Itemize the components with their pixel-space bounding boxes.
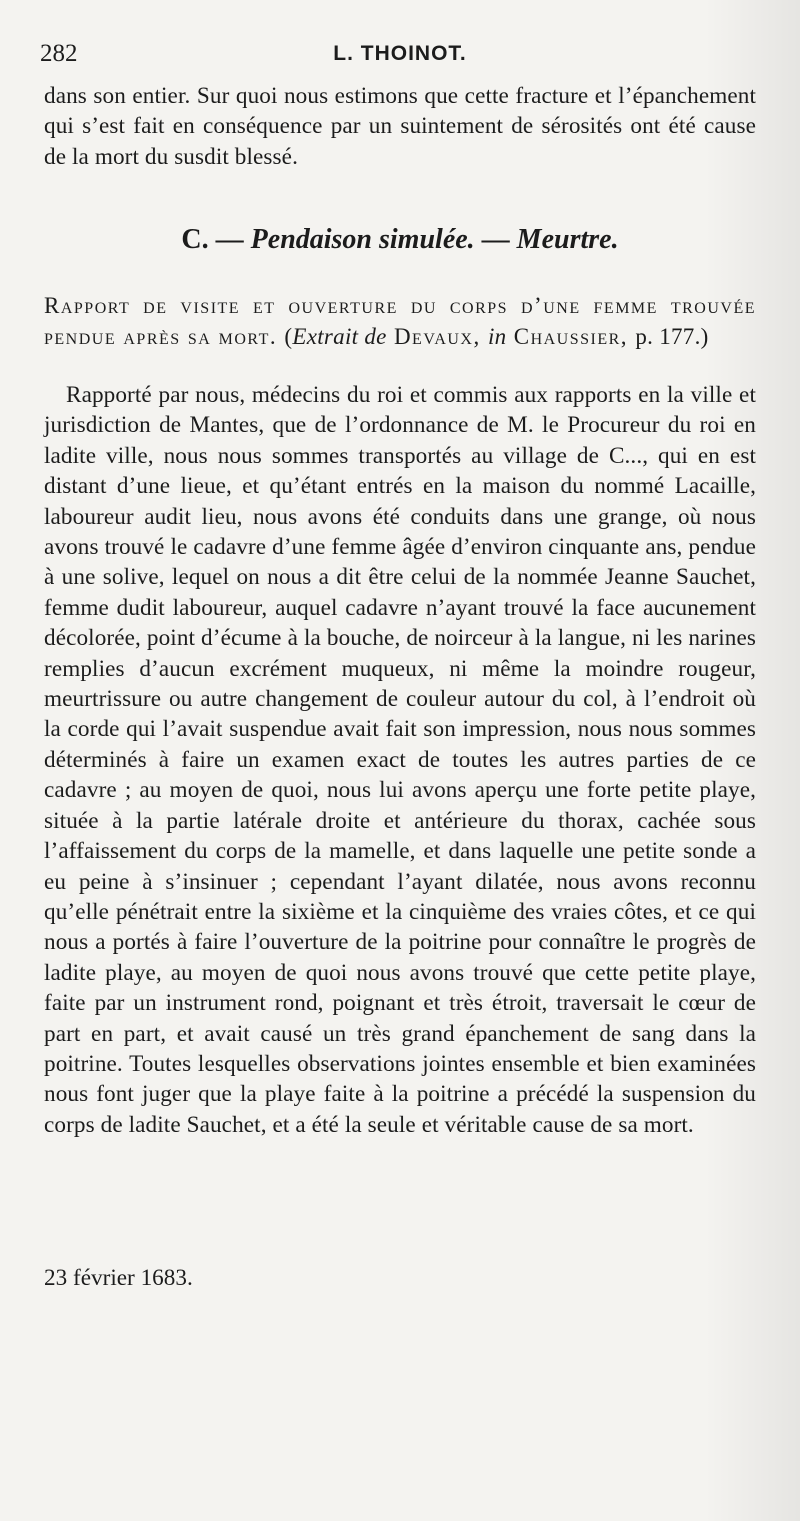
report-body-paragraph: Rapporté par nous, médecins du roi et commis aux rapports en la ville et jurisdiction de Mantes, que de l’ordonnance de M. le Procureur du roi en ladite ville, nous nous sommes transportés au village de C..., qui en est distant d’une lieue, et qu’étant entrés en la maison du nommé Lacaille, laboureur audit lieu, nous avons été conduits dans une grange, où nous avons trouvé le cadavre d’une femme âgée d’environ cinquante ans, pendue à une solive, lequel on nous a dit être celui de la nommée Jeanne Sauchet, femme dudit laboureur, auquel cadavre n’ayant trouvé la face aucunement décolorée, point d’écume à la bouche, de noirceur à la langue, ni les narines remplies d’aucun excrément muqueux, ni même la moindre rougeur, meurtrissure ou autre changement de couleur autour du col, à l’endroit où la corde qui l’avait suspendue avait fait son impression, nous nous sommes déterminés à faire un examen exact de toutes les autres parties de ce cadavre ; au moyen de quoi, nous lui avons aperçu une forte petite playe, située à la partie latérale droite et antérieure du thorax, cachée sous l’affaissement du corps de la mamelle, et dans laquelle une petite sonde a eu peine à s’insinuer ; cependant l’ayant dilatée, nous avons reconnu qu’elle pénétrait entre la sixième et la cinquième des vraies côtes, et ce qui nous a portés à faire l’ouverture de la poitrine pour connaître le progrès de ladite playe, au moyen de quoi nous avons trouvé que cette petite playe, faite par un instrument rond, poignant et très étroit, traversait le cœur de part en part, et avait causé un très grand épanchement de sang dans la poitrine. Toutes lesquelles observations jointes ensemble et bien examinées nous font juger que la playe faite à la poitrine a précédé la suspension du corps de ladite Sauchet, et a été la seule et véritable cause de sa mort. [44, 382, 756, 1138]
section-label: C. [181, 224, 209, 255]
intro-paragraph: dans son entier. Sur quoi nous estimons que cette fracture et l’épanchement qui s’est fait en conséquence par un suintement de sérosités ont été cause de la mort du susdit blessé. [44, 83, 756, 170]
report-heading-chaussier: Chaussier, [513, 324, 629, 349]
report-heading-in: in [487, 324, 507, 349]
report-date: 23 février 1683. [44, 1265, 193, 1291]
report-heading [44, 290, 756, 352]
section-heading [0, 224, 800, 256]
intro-text-block [44, 81, 756, 172]
report-heading-open-paren: ( [284, 324, 293, 349]
section-title-part-1: Pendaison simulée. [250, 224, 475, 255]
running-title: L. THOINOT. [333, 42, 467, 65]
running-head [40, 40, 760, 70]
report-heading-extrait: Extrait de [292, 324, 387, 349]
section-dash-2: — [481, 224, 510, 255]
report-body [44, 380, 756, 1140]
report-heading-devaux: Devaux, [393, 324, 481, 349]
section-dash-1: — [215, 224, 244, 255]
page-number: 282 [40, 40, 78, 67]
report-heading-page-ref: p. 177.) [635, 324, 709, 349]
section-title-part-2: Meurtre. [516, 224, 619, 255]
report-heading-caps: Rapport de visite et ouverture du corps d’une femme trouvée pendue après sa mort. [44, 293, 757, 349]
